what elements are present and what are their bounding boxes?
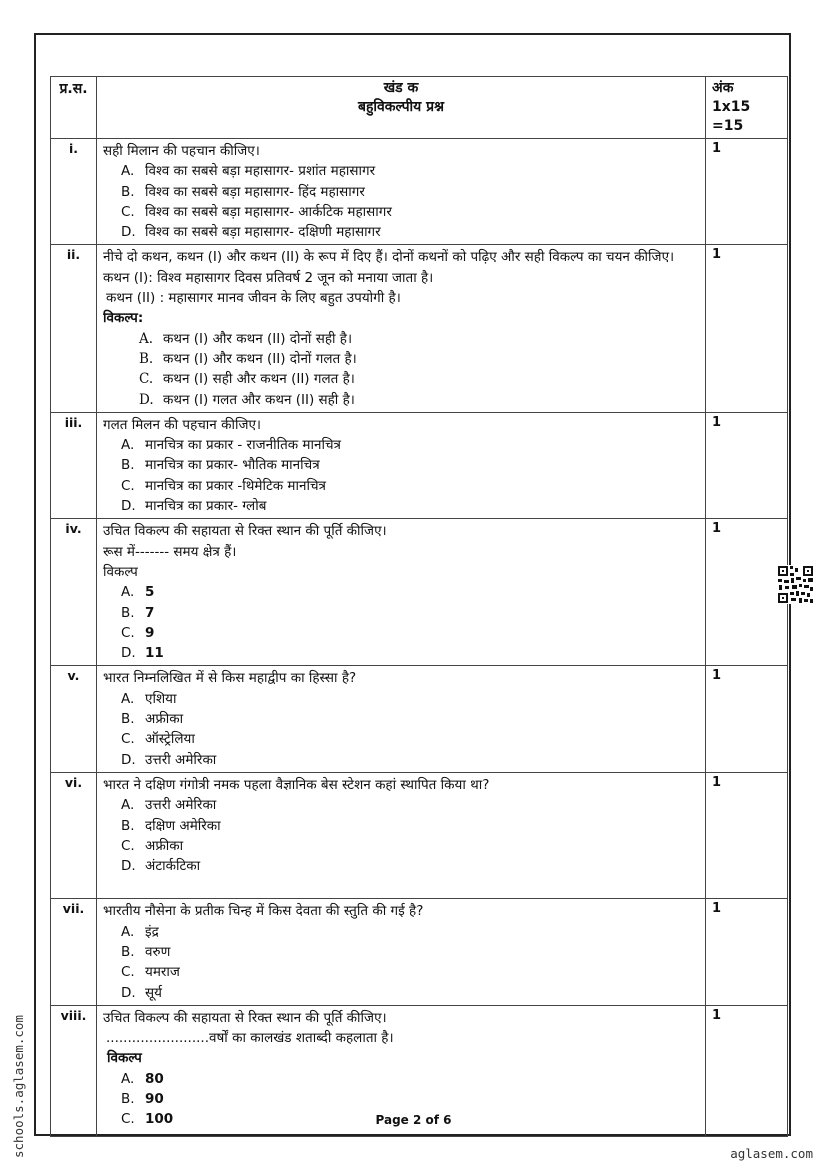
question-number: v.: [51, 666, 97, 772]
option: [103, 729, 699, 749]
question-number: iii.: [51, 412, 97, 518]
option-label: D.: [121, 645, 136, 662]
option-label: C.: [121, 837, 135, 854]
question-prompt: उचित विकल्प की सहायता से रिक्त स्थान की पूर्ति कीजिए।: [103, 523, 387, 540]
option: [103, 222, 699, 242]
option-text: 80: [145, 1070, 164, 1087]
question-marks: 1: [706, 772, 788, 898]
option-text: सूर्य: [145, 984, 162, 1001]
option-text: मानचित्र का प्रकार- भौतिक मानचित्र: [145, 457, 320, 474]
choices-label: विकल्प:: [103, 310, 144, 327]
option-text: 100: [145, 1111, 174, 1128]
option-text: विश्व का सबसे बड़ा महासागर- प्रशांत महासागर: [145, 163, 376, 180]
option-label: A.: [121, 797, 135, 814]
page-number: Page 2 of 6: [375, 1113, 452, 1127]
question-marks: 1: [706, 412, 788, 518]
option-text: मानचित्र का प्रकार -थिमेटिक मानचित्र: [145, 477, 326, 494]
question-body: [97, 772, 706, 898]
option: [103, 161, 699, 181]
option-text: कथन (I) और कथन (II) दोनों सही है।: [163, 330, 353, 347]
option-label: B.: [121, 457, 135, 474]
option-text: 11: [145, 645, 164, 662]
option-label: B.: [121, 943, 135, 960]
question-number: iv.: [51, 519, 97, 666]
option: [103, 856, 699, 876]
question-row: [51, 772, 788, 898]
option-text: उत्तरी अमेरिका: [145, 751, 217, 768]
option-text: अफ्रीका: [145, 711, 184, 728]
option-label: B.: [121, 1091, 135, 1108]
option: [103, 390, 699, 410]
option: [103, 689, 699, 709]
option: [103, 795, 699, 815]
option-label: A.: [121, 163, 135, 180]
watermark-url[interactable]: aglasem.com: [730, 1146, 813, 1161]
question-marks: 1: [706, 1005, 788, 1136]
option-text: कथन (I) सही और कथन (II) गलत है।: [163, 371, 355, 388]
option-text: वरुण: [145, 943, 171, 960]
option-text: एशिया: [145, 690, 177, 707]
question-body: [97, 899, 706, 1005]
option-text: दक्षिण अमेरिका: [145, 817, 221, 834]
question-blank-line: ........................वर्षों का कालखंड शताब्दी कहलाता है।: [106, 1030, 394, 1047]
marks-header-label: अंक: [712, 80, 734, 96]
option: [103, 603, 699, 623]
question-row: [51, 412, 788, 518]
option-label: B.: [121, 817, 135, 834]
question-marks: 1: [706, 519, 788, 666]
option-text: मानचित्र का प्रकार - राजनीतिक मानचित्र: [145, 437, 342, 454]
section-title: खंड क: [383, 80, 419, 96]
question-row: [51, 666, 788, 772]
option: [103, 962, 699, 982]
question-row: [51, 899, 788, 1005]
option-text: 5: [145, 584, 155, 601]
question-marks: 1: [706, 666, 788, 772]
question-prompt: नीचे दो कथन, कथन (I) और कथन (II) के रूप में दिए हैं। दोनों कथनों को पढ़िए और सही विकल्प का चयन कीजिए।: [103, 249, 675, 266]
option-text: 7: [145, 604, 155, 621]
option-label: C.: [121, 964, 135, 981]
option: [103, 750, 699, 770]
option-label: A.: [121, 923, 135, 940]
question-number: vi.: [51, 772, 97, 898]
option: [103, 182, 699, 202]
question-number: ii.: [51, 245, 97, 412]
question-blank-line: रूस में------- समय क्षेत्र हैं।: [103, 543, 237, 560]
option-label: D.: [139, 391, 154, 408]
question-prompt: गलत मिलन की पहचान कीजिए।: [103, 416, 262, 433]
option-text: अफ्रीका: [145, 837, 184, 854]
question-body: [97, 666, 706, 772]
question-prompt: भारत निम्नलिखित में से किस महाद्वीप का हिस्सा है?: [103, 670, 357, 687]
marks-header: [706, 77, 788, 139]
section-subtitle: बहुविकल्पीय प्रश्न: [357, 99, 445, 115]
qr-code-icon: [777, 565, 814, 604]
qno-header: प्र.स.: [51, 77, 97, 139]
option: [103, 435, 699, 455]
option-text: विश्व का सबसे बड़ा महासागर- हिंद महासागर: [145, 183, 365, 200]
question-body: [97, 519, 706, 666]
option-label: B.: [139, 350, 154, 367]
option: [103, 582, 699, 602]
option-label: D.: [121, 498, 136, 515]
option-label: B.: [121, 604, 135, 621]
choices-label: विकल्प: [103, 563, 138, 580]
option-text: 90: [145, 1091, 164, 1108]
question-number: vii.: [51, 899, 97, 1005]
option-label: C.: [121, 731, 135, 748]
option-label: D.: [121, 858, 136, 875]
question-marks: 1: [706, 899, 788, 1005]
option-label: A.: [121, 437, 135, 454]
marks-total: 1x15 =15: [712, 99, 751, 134]
option-text: ऑस्ट्रेलिया: [145, 731, 195, 748]
option-label: D.: [121, 984, 136, 1001]
statement-1: कथन (I): विश्व महासागर दिवस प्रतिवर्ष 2 जून को मनाया जाता है।: [103, 269, 434, 286]
option-text: कथन (I) और कथन (II) दोनों गलत है।: [163, 350, 357, 367]
option: [103, 942, 699, 962]
option-text: अंटार्कटिका: [145, 858, 201, 875]
option-label: A.: [139, 330, 154, 347]
question-body: [97, 139, 706, 245]
choices-label: विकल्प: [107, 1050, 142, 1067]
option-label: A.: [121, 690, 135, 707]
option: [103, 816, 699, 836]
option-label: C.: [121, 477, 135, 494]
question-body: [97, 245, 706, 412]
option-label: C.: [121, 1111, 135, 1128]
question-row: [51, 519, 788, 666]
statement-2: कथन (II) : महासागर मानव जीवन के लिए बहुत उपयोगी है।: [106, 290, 401, 307]
option: [103, 476, 699, 496]
option: [103, 496, 699, 516]
option: [103, 922, 699, 942]
option: [103, 329, 699, 349]
question-number: i.: [51, 139, 97, 245]
question-prompt: भारतीय नौसेना के प्रतीक चिन्ह में किस देवता की स्तुति की गई है?: [103, 903, 424, 920]
question-prompt: सही मिलान की पहचान कीजिए।: [103, 143, 260, 159]
option-text: इंद्र: [145, 923, 159, 940]
option: [103, 643, 699, 663]
option-label: A.: [121, 1070, 135, 1087]
option: [103, 202, 699, 222]
option-text: मानचित्र का प्रकार- ग्लोब: [145, 498, 267, 515]
question-number: viii.: [51, 1005, 97, 1136]
section-header: [97, 77, 706, 139]
question-prompt: भारत ने दक्षिण गंगोत्री नमक पहला वैज्ञानिक बेस स्टेशन कहां स्थापित किया था?: [103, 776, 490, 793]
question-row: [51, 245, 788, 412]
option: [103, 709, 699, 729]
option: [103, 349, 699, 369]
option: [103, 983, 699, 1003]
question-marks: 1: [706, 245, 788, 412]
option-label: B.: [121, 183, 135, 200]
option: [103, 623, 699, 643]
question-table: [50, 76, 788, 1137]
side-watermark: schools.aglasem.com: [11, 1015, 26, 1158]
option-label: D.: [121, 751, 136, 768]
question-prompt: उचित विकल्प की सहायता से रिक्त स्थान की पूर्ति कीजिए।: [103, 1009, 387, 1026]
question-row: [51, 139, 788, 245]
table-header-row: [51, 77, 788, 139]
question-body: [97, 412, 706, 518]
option: [103, 455, 699, 475]
option-text: विश्व का सबसे बड़ा महासागर- दक्षिणी महासागर: [145, 224, 381, 241]
option: [103, 369, 699, 389]
option-text: विश्व का सबसे बड़ा महासागर- आर्कटिक महासागर: [145, 203, 392, 220]
option-label: A.: [121, 584, 135, 601]
option-label: C.: [121, 203, 135, 220]
question-marks: 1: [706, 139, 788, 245]
option-label: C.: [121, 624, 135, 641]
option-label: C.: [139, 371, 154, 388]
option-text: 9: [145, 624, 155, 641]
option-label: D.: [121, 224, 136, 241]
option-label: B.: [121, 711, 135, 728]
option-text: यमराज: [145, 964, 180, 981]
option: [103, 1069, 699, 1089]
option-text: उत्तरी अमेरिका: [145, 797, 217, 814]
option: [103, 1089, 699, 1109]
option-text: कथन (I) गलत और कथन (II) सही है।: [163, 391, 355, 408]
option: [103, 836, 699, 856]
